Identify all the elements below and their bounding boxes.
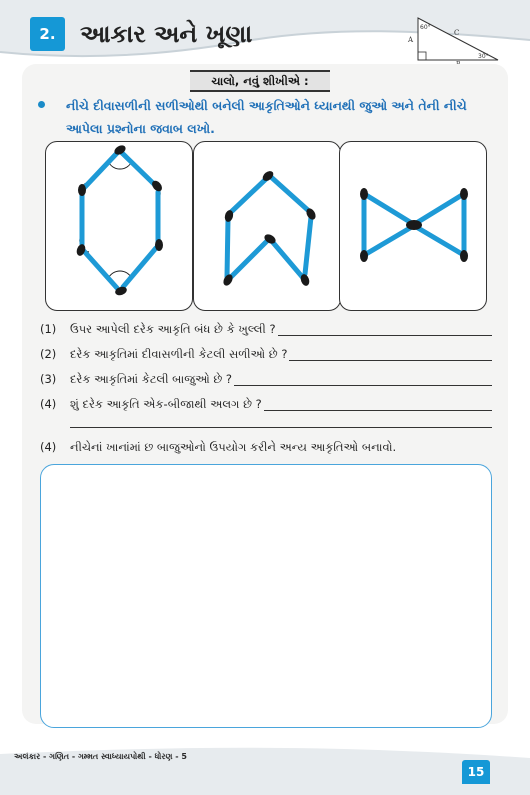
page-number: 15: [462, 760, 490, 784]
hexagon-matchstick-figure: [46, 142, 192, 310]
question-number: (3): [40, 372, 57, 386]
figure-box-hexagon: [45, 141, 193, 311]
question-number: (4): [40, 440, 57, 454]
triangle-label-c: C: [454, 29, 460, 37]
section-tag: ચાલો, નવું શીખીએ :: [190, 70, 330, 92]
footer-background: [0, 740, 530, 795]
question-number: (4): [40, 397, 57, 411]
question-text: નીચેનાં ખાનાંમાં છ બાજુઓનો ઉપયોગ કરીને અન્ય આકૃતિઓ બનાવો.: [70, 440, 397, 454]
figure-box-open-shape: [193, 141, 341, 311]
open-matchstick-figure: [194, 142, 340, 310]
draw-prompt: [40, 440, 492, 458]
question-number: (2): [40, 347, 57, 361]
question-text: દરેક આકૃતિમાં દીવાસળીની કેટલી સળીઓ છે ?: [70, 347, 288, 361]
question-text: ઉપર આપેલી દરેક આકૃતિ બંધ છે કે ખુલ્લી ?: [70, 322, 276, 336]
right-triangle-icon: [398, 14, 502, 66]
question-row: [40, 372, 492, 390]
question-text: દરેક આકૃતિમાં કેટલી બાજુઓ છે ?: [70, 372, 233, 386]
bowtie-matchstick-figure: [340, 142, 486, 310]
triangle-angle-top: 60°: [420, 24, 431, 31]
chapter-title: આકાર અને ખૂણા: [80, 20, 253, 48]
triangle-angle-right: 30°: [478, 53, 489, 60]
question-text: શું દરેક આકૃતિ એક-બીજાથી અલગ છે ?: [70, 397, 262, 411]
drawing-area[interactable]: [40, 464, 492, 728]
chapter-number-badge: 2.: [30, 17, 65, 51]
footer-text: અલંકાર - ગણિત - ગમ્મત સ્વાધ્યાયપોથી - ધોરણ - 5: [14, 752, 187, 761]
question-row: [40, 397, 492, 415]
question-row: [40, 347, 492, 365]
figure-box-bowtie: [339, 141, 487, 311]
question-number: (1): [40, 322, 57, 336]
bullet-icon: [38, 101, 45, 108]
triangle-label-a: A: [408, 36, 414, 44]
question-row: [40, 322, 492, 340]
answer-line-continuation[interactable]: [70, 427, 492, 428]
instruction-text: નીચે દીવાસળીની સળીઓથી બનેલી આકૃતિઓને ધ્યાનથી જુઓ અને તેની નીચે આપેલા પ્રશ્નોના જવાબ લખો.: [66, 98, 467, 136]
